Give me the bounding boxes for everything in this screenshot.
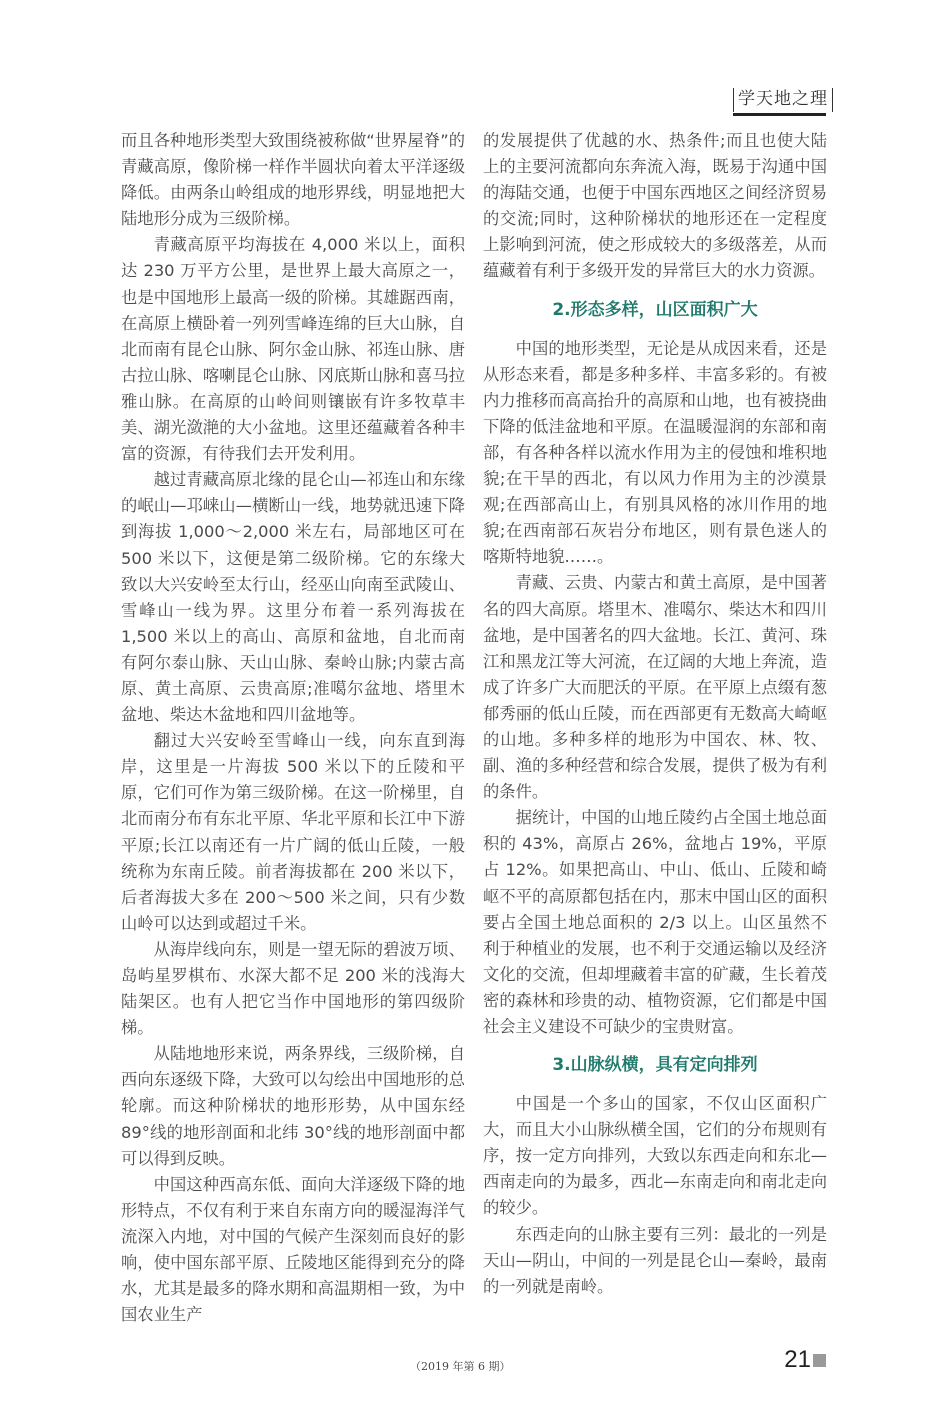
column-title: 学天地之理 xyxy=(733,88,833,112)
left-column xyxy=(121,128,465,1328)
paragraph: 青藏、云贵、内蒙古和黄土高原，是中国著名的四大高原。塔里木、准噶尔、柴达木和四川盆地，是中国著名的四大盆地。长江、黄河、珠江和黑龙江等大河流，在辽阔的大地上奔流，造成了许多广大而肥沃的平原。在平原上点缀有葱郁秀丽的低山丘陵，而在西部更有无数高大崎岖的山地。多种多样的地形为中国农、林、牧、副、渔的多种经营和综合发展，提供了极为有利的条件。 xyxy=(483,573,827,802)
paragraph: 中国这种西高东低、面向大洋逐级下降的地形特点，不仅有利于来自东南方向的暖湿海洋气流深入内地，对中国的气候产生深刻而良好的影响，使中国东部平原、丘陵地区能得到充分的降水，尤其是最多的降水期和高温期相一致，为中国农业生产 xyxy=(121,1174,465,1325)
column-title-underline xyxy=(733,113,826,116)
paragraph: 青藏高原平均海拔在 4,000 米以上，面积达 230 万平方公里，是世界上最大高原之一，也是中国地形上最高一级的阶梯。其雄踞西南，在高原上横卧着一列列雪峰连绵的巨大山脉，自北而南有昆仑山脉、阿尔金山脉、祁连山脉、唐古拉山脉、喀喇昆仑山脉、冈底斯山脉和喜马拉雅山脉。在高原的山岭间则镶嵌有许多牧草丰美、湖光潋滟的大小盆地。这里还蕴藏着各种丰富的资源，有待我们去开发利用。 xyxy=(121,235,465,464)
issue-label: （2019 年第 6 期） xyxy=(410,1360,511,1374)
paragraph: 越过青藏高原北缘的昆仑山—祁连山和东缘的岷山—邛崃山—横断山一线，地势就迅速下降到海拔 1,000～2,000 米左右，局部地区可在 500 米以下，这便是第二级阶梯。它的东缘大致以大兴安岭至太行山，经巫山向南至武陵山、雪峰山一线为界。这里分布着一系列海拔在 1,500 米以上的高山、高原和盆地，自北而南有阿尔泰山脉、天山山脉、秦岭山脉;内蒙古高原、黄土高原、云贵高原;准噶尔盆地、塔里木盆地、柴达木盆地和四川盆地等。 xyxy=(121,470,465,725)
paragraph: 中国的地形类型，无论是从成因来看，还是从形态来看，都是多种多样、丰富多彩的。有被内力推移而高高抬升的高原和山地，也有被挠曲下降的低洼盆地和平原。在温暖湿润的东部和南部，有各种各样以流水作用为主的侵蚀和堆积地貌;在干旱的西北，有以风力作用为主的沙漠景观;在西部高山上，有别具风格的冰川作用的地貌;在西南部石灰岩分布地区，则有景色迷人的喀斯特地貌……。 xyxy=(483,338,827,567)
page-number: 21 xyxy=(784,1346,811,1374)
paragraph: 据统计，中国的山地丘陵约占全国土地总面积的 43%，高原占 26%，盆地占 19%，平原占 12%。如果把高山、中山、低山、丘陵和崎岖不平的高原都包括在内，那末中国山区的面积要占全国土地总面积的 2/3 以上。山区虽然不利于种植业的发展，也不利于交通运输以及经济文化的交流，但却埋藏着丰富的矿藏，生长着茂密的森林和珍贵的动、植物资源，它们都是中国社会主义建设不可缺少的宝贵财富。 xyxy=(483,808,827,1036)
paragraph: 的发展提供了优越的水、热条件;而且也使大陆上的主要河流都向东奔流入海，既易于沟通中国的海陆交通，也便于中国东西地区之间经济贸易的交流;同时，这种阶梯状的地形还在一定程度上影响到河流，使之形成较大的多级落差，从而蕴藏着有利于多级开发的异常巨大的水力资源。 xyxy=(483,131,827,281)
section-heading-3: 3.山脉纵横，具有定向排列 xyxy=(552,1055,758,1076)
page-footer xyxy=(121,1346,826,1374)
paragraph: 翻过大兴安岭至雪峰山一线，向东直到海岸，这里是一片海拔 500 米以下的丘陵和平原，它们可作为第三级阶梯。在这一阶梯里，自北而南分布有东北平原、华北平原和长江中下游平原;长江以南还有一片广阔的低山丘陵，一般统称为东南丘陵。前者海拔都在 200 米以下，后者海拔大多在 200～500 米之间，只有少数山岭可以达到或超过千米。 xyxy=(121,731,465,933)
paragraph: 从海岸线向东，则是一望无际的碧波万顷、岛屿星罗棋布、水深大都不足 200 米的浅海大陆架区。也有人把它当作中国地形的第四级阶梯。 xyxy=(121,939,465,1038)
right-column xyxy=(483,128,827,1300)
page-header xyxy=(0,0,950,128)
page-number-group xyxy=(784,1346,826,1374)
paragraph: 从陆地地形来说，两条界线，三级阶梯，自西向东逐级下降，大致可以勾绘出中国地形的总轮廓。而这种阶梯状的地形形势，从中国东经 89°线的地形剖面和北纬 30°线的地形剖面中都可以得到反映。 xyxy=(121,1044,465,1168)
paragraph: 东西走向的山脉主要有三列：最北的一列是天山—阴山，中间的一列是昆仑山—秦岭，最南的一列就是南岭。 xyxy=(483,1224,827,1296)
paragraph: 中国是一个多山的国家，不仅山区面积广大，而且大小山脉纵横全国，它们的分布规则有序，按一定方向排列，大致以东西走向和东北—西南走向的为最多，西北—东南走向和南北走向的较少。 xyxy=(483,1094,827,1218)
page-marker-square-icon xyxy=(813,1354,826,1367)
article-columns xyxy=(0,128,950,1328)
paragraph: 而且各种地形类型大致围绕被称做“世界屋脊”的青藏高原，像阶梯一样作半圆状向着太平洋逐级降低。由两条山岭组成的地形界线，明显地把大陆地形分成为三级阶梯。 xyxy=(121,131,465,229)
section-heading-2: 2.形态多样，山区面积广大 xyxy=(552,299,758,320)
